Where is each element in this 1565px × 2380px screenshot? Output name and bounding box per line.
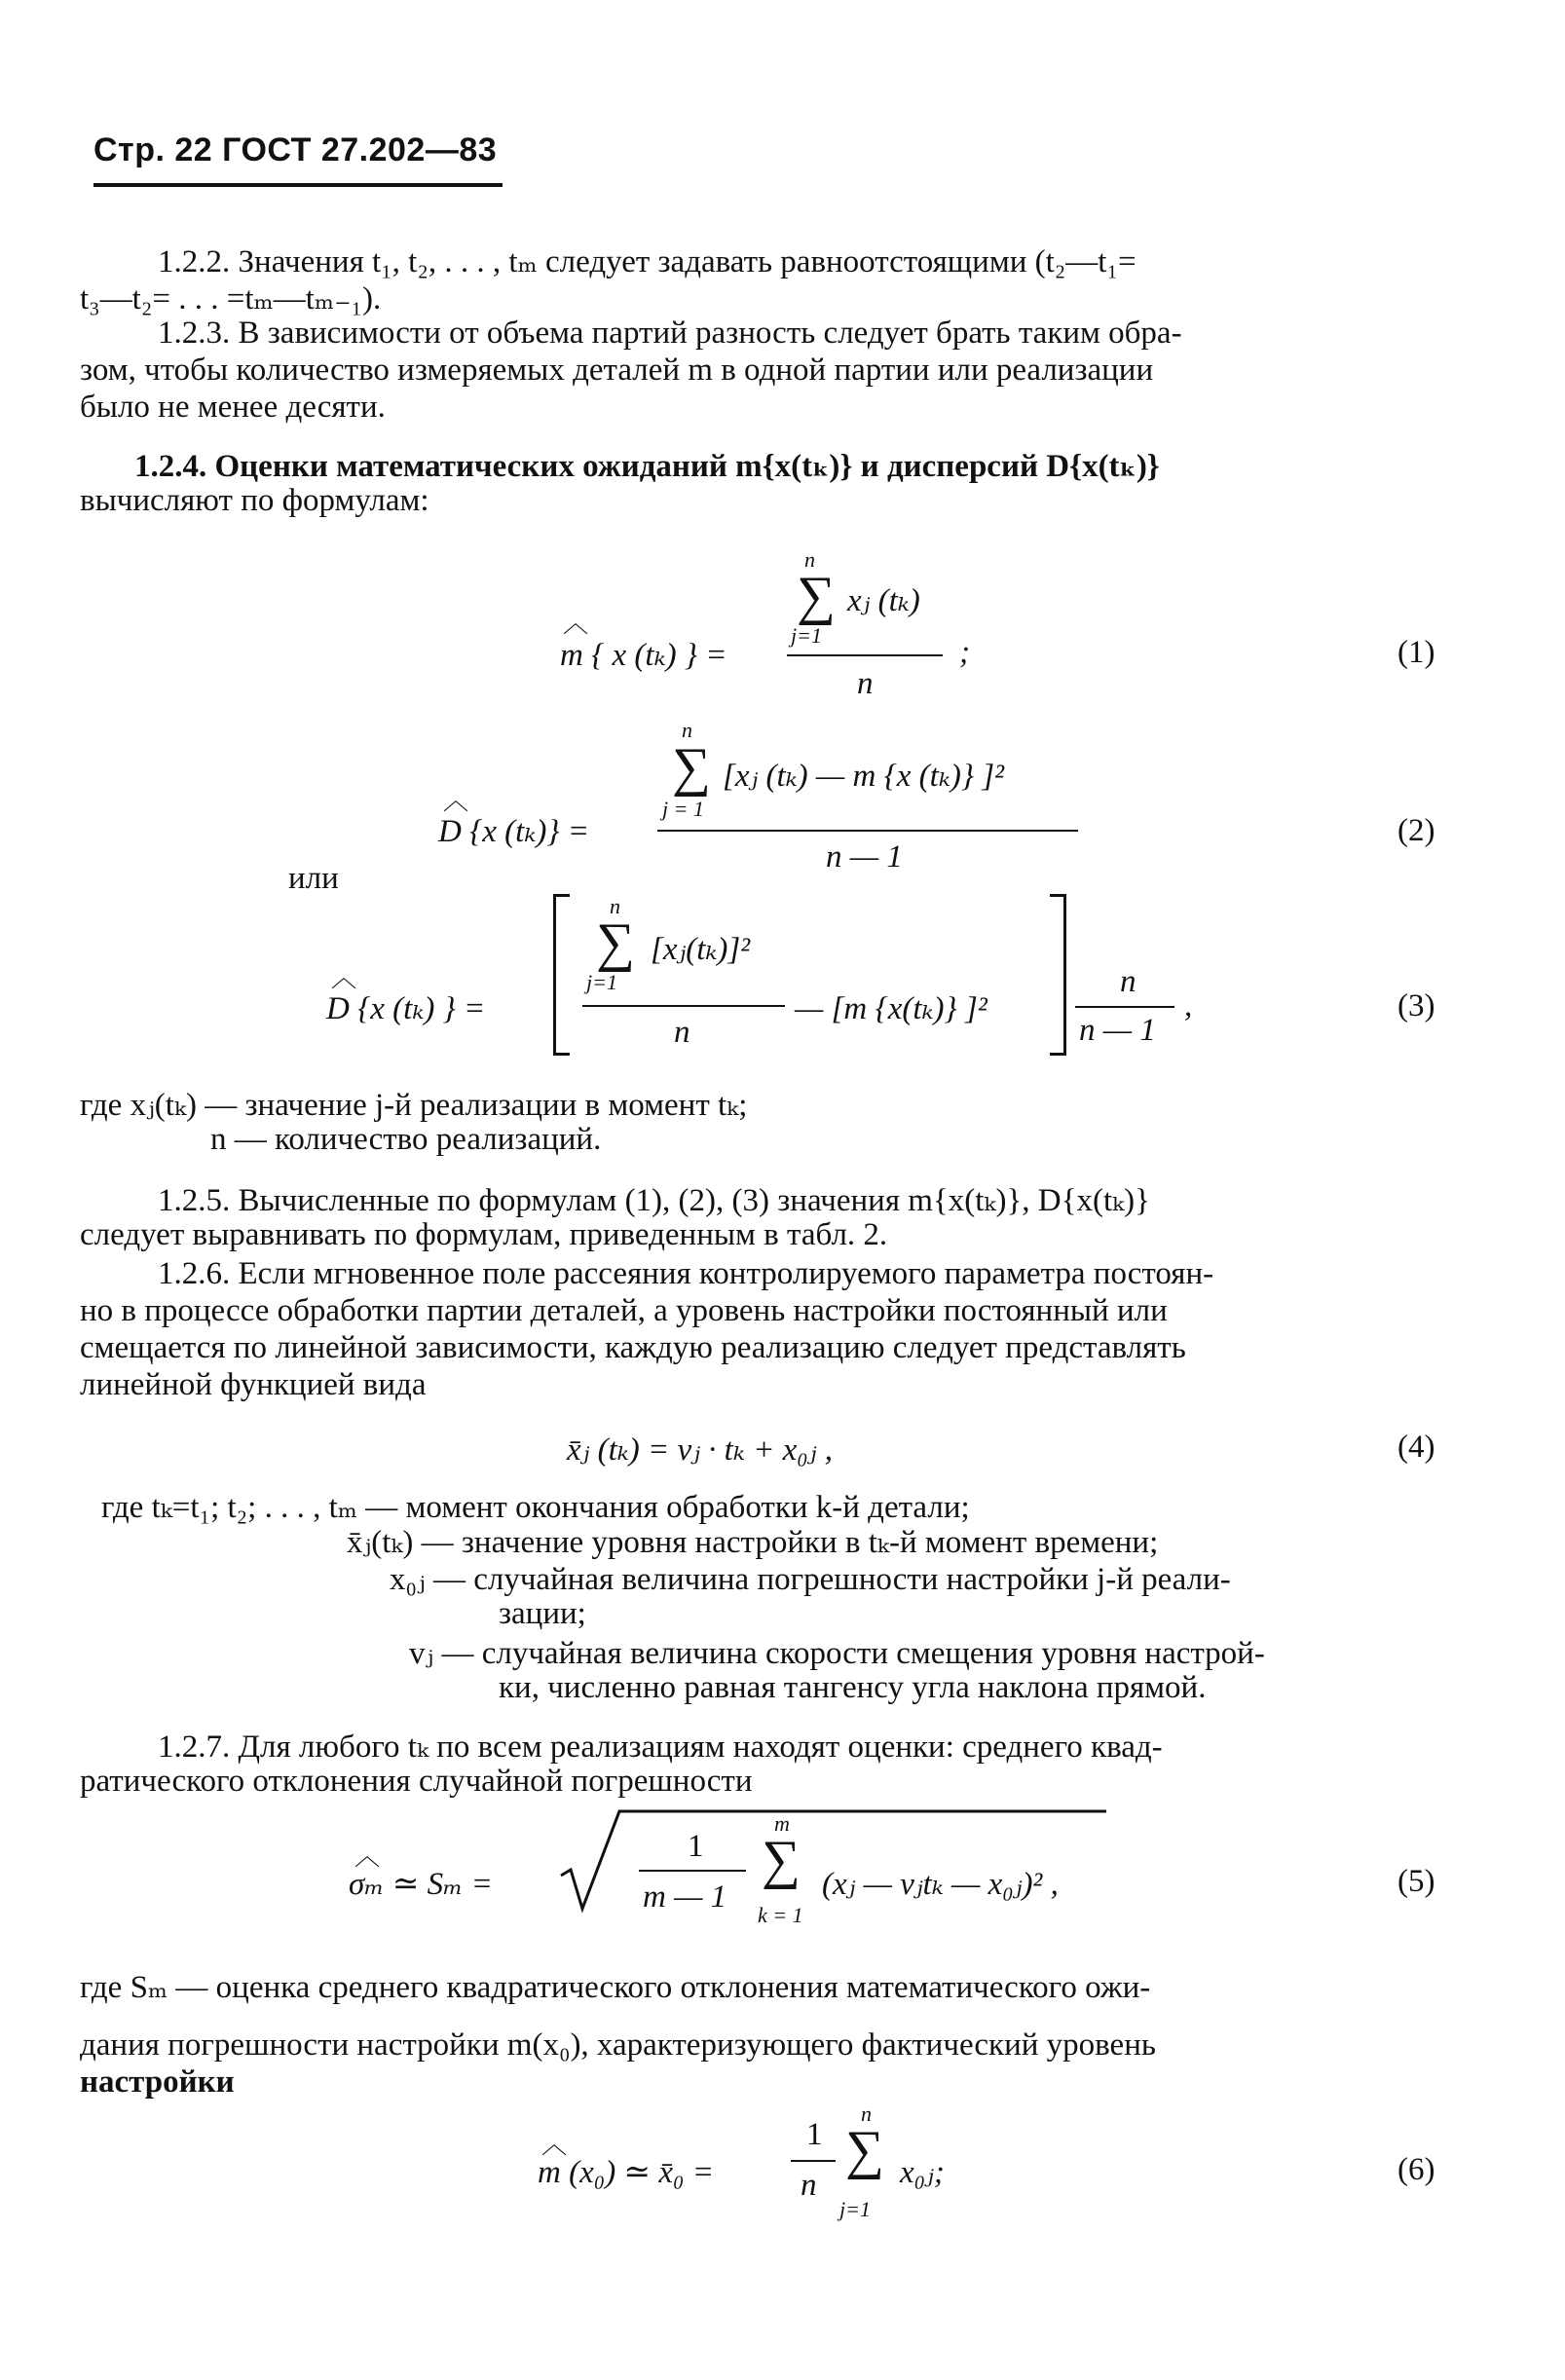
eq3-fraction-line [582, 1005, 785, 1007]
eq6-term: x₀ⱼ; [900, 2155, 945, 2190]
eq3-right-bracket [1050, 894, 1066, 1056]
eq1-sum-bottom: j=1 [791, 623, 822, 648]
eq2-hat-mark: ︿ [443, 787, 469, 815]
eq5-sum-top: m [774, 1811, 790, 1836]
eq5-lhs: σₘ ≃ Sₘ = [349, 1867, 493, 1902]
eq6-sum-bottom: j=1 [839, 2197, 871, 2221]
eq6-sigma: ∑ [845, 2120, 884, 2180]
eq3-sigma: ∑ [596, 912, 635, 973]
where2-line-2: x̄ⱼ(tₖ) — значение уровня настройки в tₖ-й момент времени; [347, 1525, 1159, 1560]
para-1-2-7-line-1: 1.2.7. Для любого tₖ по всем реализациям находят оценки: среднего квад- [158, 1729, 1163, 1765]
where2-line-1: где tₖ=t₁; t₂; . . . , tₘ — момент окончания обработки k-й детали; [101, 1490, 970, 1525]
eq2-number: (2) [1397, 813, 1435, 848]
where2-line-5: vⱼ — случайная величина скорости смещения уровня настрой- [409, 1636, 1265, 1671]
eq1-lhs: m { x (tₖ) } = [560, 638, 727, 673]
eq3-tail: , [1184, 988, 1193, 1023]
eq6-fraction-denominator: n [801, 2168, 817, 2203]
eq2-fraction-line [657, 830, 1078, 832]
eq6-hat-mark: ︿ [541, 2131, 568, 2159]
eq2-lhs: D {x (tₖ)} = [438, 814, 590, 849]
para-1-2-4-text: 1.2.4. Оценки математических ожиданий m{x(tₖ)} и дисперсий D{x(tₖ)} [134, 449, 1160, 484]
eq1-sigma: ∑ [797, 566, 836, 626]
para-1-2-5-line-2: следует выравнивать по формулам, приведенным в табл. 2. [80, 1217, 888, 1252]
where1-line-1 [80, 1085, 1438, 1124]
para-1-2-6-line-2: но в процессе обработки партии деталей, а уровень настройки постоянный или [80, 1293, 1168, 1328]
para-1-2-6-line-4: линейной функцией вида [80, 1367, 427, 1402]
where3-line-2: дания погрешности настройки m(x₀), характеризующего фактический уровень [80, 2027, 1156, 2063]
eq1-tail: ; [959, 635, 970, 670]
where2-line-3: x₀ⱼ — случайная величина погрешности настройки j-й реали- [390, 1562, 1231, 1597]
eq3-sum-top: n [610, 894, 620, 918]
eq3-hat-mark: ︿ [331, 964, 357, 992]
eq5-fraction-line [639, 1870, 746, 1872]
eq3-sum-bottom: j=1 [586, 970, 617, 994]
eq3-number: (3) [1397, 988, 1435, 1023]
eq4-expression: x̄ⱼ (tₖ) = vⱼ · tₖ + x₀ⱼ , [567, 1432, 833, 1468]
para-1-2-6-line-3: смещается по линейной зависимости, каждую реализацию следует представлять [80, 1330, 1186, 1365]
para-1-2-6-line-1: 1.2.6. Если мгновенное поле рассеяния контролируемого параметра постоян- [158, 1256, 1214, 1291]
eq5-term: (xⱼ — vⱼtₖ — x₀ⱼ)² , [822, 1867, 1059, 1902]
eq6-sum-top: n [861, 2101, 872, 2126]
where1-line-2: n — количество реализаций. [210, 1122, 602, 1157]
eq3-numerator: [xⱼ(tₖ)]² [651, 932, 751, 967]
eq6-fraction-numerator: 1 [806, 2117, 823, 2152]
eq3-denominator: n [674, 1015, 690, 1050]
para-1-2-3-line-3: было не менее десяти. [80, 390, 386, 425]
eq2-sum-bottom: j = 1 [662, 797, 704, 821]
eq5-sum-bottom: k = 1 [758, 1903, 803, 1927]
eq2-numerator: [xⱼ (tₖ) — m {x (tₖ)} ]² [723, 759, 1005, 794]
where3-line-3: настройки [80, 2064, 235, 2100]
eq1-sum-top: n [804, 547, 815, 572]
where2-line-6: ки, численно равная тангенсу угла наклона прямой. [499, 1670, 1207, 1705]
eq5-fraction-denominator: m — 1 [643, 1879, 727, 1915]
eq4-number: (4) [1397, 1430, 1435, 1465]
eq6-number: (6) [1397, 2152, 1435, 2187]
eq1-fraction-line [787, 654, 943, 656]
header-rule [93, 183, 503, 187]
eq5-sigma: ∑ [762, 1830, 801, 1890]
eq1-hat-mark: ︿ [563, 610, 589, 638]
eq2-sigma: ∑ [672, 737, 711, 798]
eq1-number: (1) [1397, 635, 1435, 670]
eq3-minus-term: — [m {x(tₖ)} ]² [795, 991, 987, 1026]
eq2-denominator: n — 1 [826, 839, 903, 874]
eq3-left-bracket [553, 894, 570, 1056]
eq3-f2-fraction-line [1075, 1006, 1174, 1008]
para-1-2-5-line-1: 1.2.5. Вычисленные по формулам (1), (2), (3) значения m{x(tₖ)}, D{x(tₖ)} [158, 1183, 1150, 1218]
eq3-lhs: D {x (tₖ) } = [326, 991, 486, 1026]
eq3-f2-numerator: n [1120, 964, 1136, 999]
para-1-2-4-line-1 [80, 446, 1438, 485]
eq1-denominator: n [857, 666, 874, 701]
para-1-2-2-line-1: 1.2.2. Значения t₁, t₂, . . . , tₘ следует задавать равноотстоящими (t₂—t₁= [158, 244, 1136, 279]
eq5-hat-mark: ︿ [354, 1842, 381, 1871]
eq6-fraction-line [791, 2160, 836, 2162]
eq1-numerator: xⱼ (tₖ) [847, 583, 920, 618]
where2-line-4: зации; [499, 1596, 586, 1631]
where3-line-1: где Sₘ — оценка среднего квадратического отклонения математического ожи- [80, 1970, 1151, 2005]
para-1-2-7-line-2: ратического отклонения случайной погрешности [80, 1764, 753, 1799]
eq3-f2-denominator: n — 1 [1079, 1013, 1156, 1048]
page-header: Стр. 22 ГОСТ 27.202—83 [93, 131, 498, 168]
eq2-sum-top: n [682, 718, 692, 742]
para-1-2-4-line-2: вычисляют по формулам: [80, 483, 429, 518]
para-1-2-3-line-2: зом, чтобы количество измеряемых деталей m в одной партии или реализации [80, 353, 1154, 388]
eq5-number: (5) [1397, 1864, 1435, 1899]
where1-text-1: где xⱼ(tₖ) — значение j-й реализации в момент tₖ; [80, 1088, 748, 1123]
eq5-fraction-numerator: 1 [688, 1829, 704, 1864]
para-1-2-3-line-1: 1.2.3. В зависимости от объема партий разность следует брать таким обра- [158, 316, 1182, 351]
para-1-2-2-line-2: t₃—t₂= . . . =tₘ—tₘ₋₁). [80, 281, 382, 316]
or-word: или [288, 861, 339, 896]
eq6-lhs: m (x₀) ≃ x̄₀ = [538, 2155, 714, 2190]
